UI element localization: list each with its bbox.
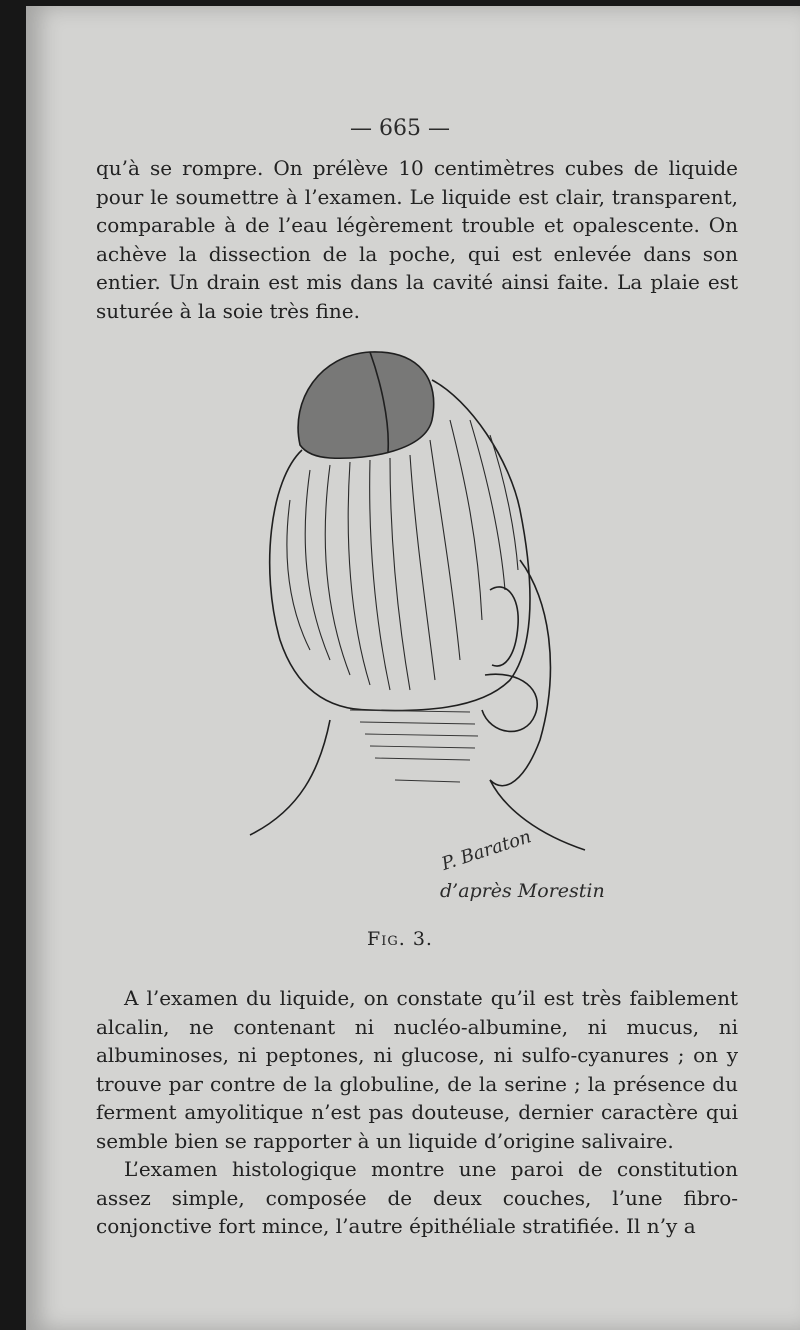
paragraph-liquid-analysis: A l’examen du liquide, on constate qu’il est très faiblement alcalin, ne contenant ni nucléo-albumine, ni mucus, ni albuminoses, ni peptones, ni glucose, ni sulfo-cyanures ; on y trouve par contre de la globuline, de la serine ; la présence du ferment amyolitique n’est pas douteuse, dernier caractère qui semble bien se rapporter à un liquide d’origine salivaire. — [96, 986, 738, 1153]
shoulder-left — [250, 720, 330, 835]
page-number: — 665 — — [350, 116, 450, 141]
paragraphs-bottom — [96, 984, 738, 1241]
artist-signature: P. Baraton — [439, 826, 534, 875]
paragraph-top-text: qu’à se rompre. On prélève 10 centimètres cubes de liquide pour le soumettre à l’examen. Le liquide est clair, transparent, comparable à de l’eau légèrement trouble et opalescente. On achève la dissection de la poche, qui est enlevée dans son entier. Un drain est mis dans la cavité ainsi faite. La plaie est suturée à la soie très fine. — [96, 156, 738, 323]
hair-bun — [298, 352, 434, 458]
figure-caption: Fig. 3. — [367, 928, 433, 950]
paragraph-top — [96, 154, 738, 325]
ear — [490, 587, 518, 666]
paragraph-histology: L’examen histologique montre une paroi de constitution assez simple, composée de deux couches, l’une fibro-conjonctive fort mince, l’autre épithéliale stratifiée. Il n’y a — [96, 1157, 738, 1238]
figure-illustration — [220, 340, 600, 920]
neck-swelling — [482, 674, 537, 731]
figure-credit: d’après Morestin — [440, 880, 605, 902]
